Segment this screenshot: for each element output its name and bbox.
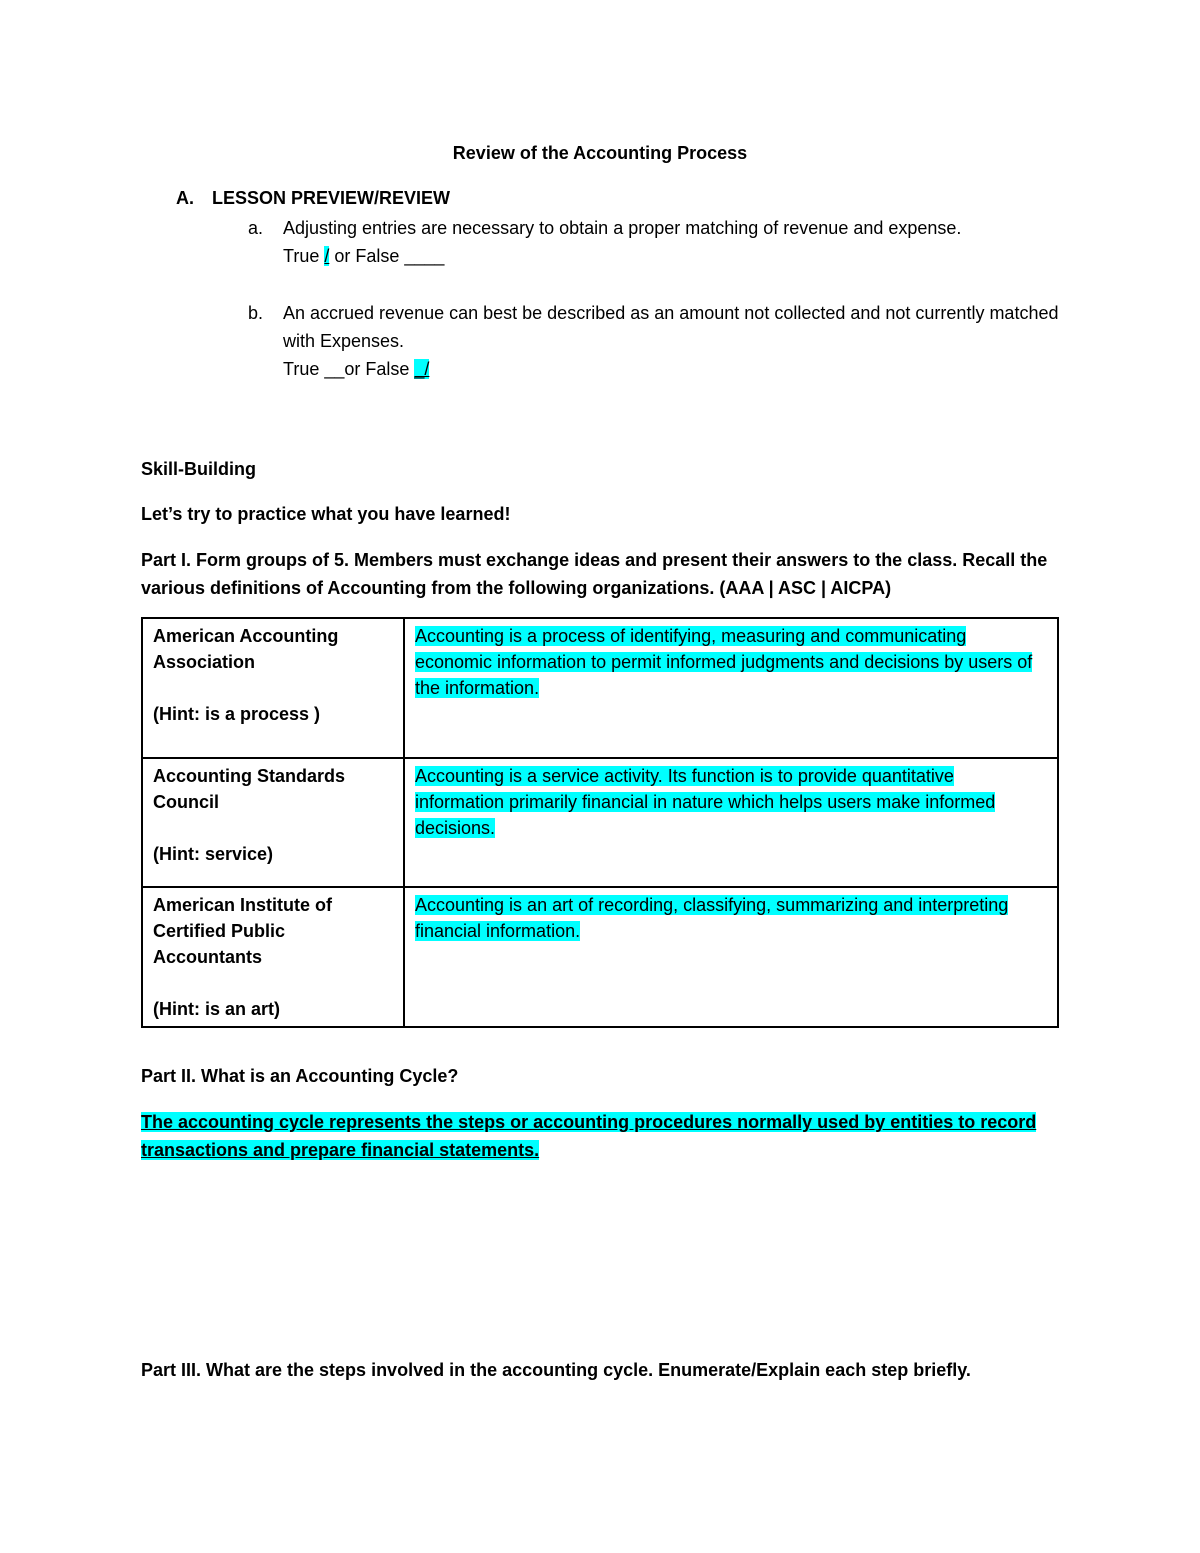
org-name: American Institute of Certified Public Accountants: [153, 895, 333, 967]
table-row: [142, 758, 1058, 887]
org-cell: [142, 758, 404, 887]
org-name: American Accounting Association: [153, 626, 339, 672]
section-a-letter: A.: [176, 188, 194, 208]
true-label: True: [283, 359, 325, 379]
false-label: or False: [329, 246, 405, 266]
table-row: [142, 618, 1058, 758]
org-hint: (Hint: is an art): [153, 999, 281, 1019]
question-a-label: a.: [248, 218, 264, 238]
question-a-body: [283, 214, 1073, 270]
section-a-heading: [176, 188, 450, 209]
part-3-question: Part III. What are the steps involved in the accounting cycle. Enumerate/Explain each step briefly.: [141, 1360, 971, 1380]
question-a-text: Adjusting entries are necessary to obtain a proper matching of revenue and expense.: [283, 218, 962, 238]
org-cell: [142, 887, 404, 1027]
table-row: [142, 887, 1058, 1027]
org-hint: (Hint: is a process ): [153, 704, 321, 724]
page-title: Review of the Accounting Process: [452, 143, 748, 163]
true-label: True: [283, 246, 325, 266]
part-2-answer: [141, 1108, 1041, 1164]
practice-intro: Let’s try to practice what you have learned!: [141, 504, 511, 524]
question-a: [0, 214, 1200, 274]
definitions-table: [141, 617, 1059, 1028]
definition-text: Accounting is a service activity. Its function is to provide quantitative information primarily financial in nature which helps users make informed decisions.: [415, 766, 996, 838]
org-name: Accounting Standards Council: [153, 766, 346, 812]
org-cell: [142, 618, 404, 758]
question-b: [0, 299, 1200, 389]
question-a-answer: [283, 242, 1073, 270]
definition-cell: [404, 887, 1058, 1027]
true-mark: /: [324, 246, 330, 266]
false-blank: ____: [404, 246, 445, 266]
question-b-label: b.: [248, 303, 264, 323]
org-hint: (Hint: service): [153, 844, 274, 864]
false-label: or False: [344, 359, 415, 379]
part-2-question: Part II. What is an Accounting Cycle?: [141, 1066, 459, 1086]
definition-text: Accounting is a process of identifying, measuring and communicating economic information to permit informed judgments and decisions by users of the information.: [415, 626, 1033, 698]
definition-text: Accounting is an art of recording, classifying, summarizing and interpreting financial information.: [415, 895, 1009, 941]
part-2-answer-text: The accounting cycle represents the steps or accounting procedures normally used by entities to record transactions and prepare financial statements.: [141, 1112, 1037, 1160]
question-b-body: [283, 299, 1073, 383]
definition-cell: [404, 618, 1058, 758]
false-mark: _/: [414, 359, 430, 379]
section-a-title: LESSON PREVIEW/REVIEW: [212, 188, 451, 208]
part-1-instructions: Part I. Form groups of 5. Members must exchange ideas and present their answers to the class. Recall the various definitions of Accounting from the following organizations. (AAA | ASC | AICPA): [141, 550, 1048, 598]
definition-cell: [404, 758, 1058, 887]
question-b-text: An accrued revenue can best be described as an amount not collected and not currently matched with Expenses.: [283, 303, 1059, 351]
skill-building-heading: Skill-Building: [141, 459, 256, 479]
true-blank: __: [324, 359, 345, 379]
question-b-answer: [283, 355, 1073, 383]
